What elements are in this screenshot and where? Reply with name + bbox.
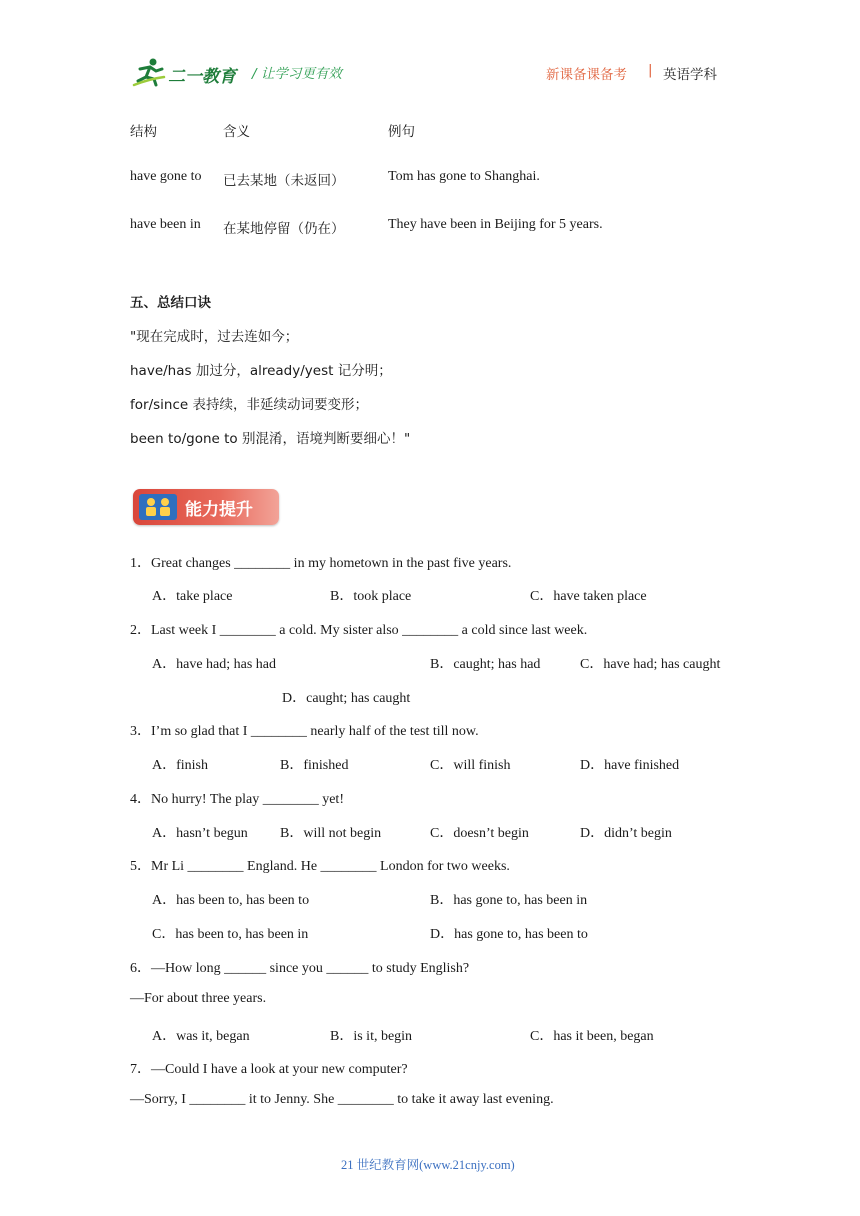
question-5-option-c: C．has been to, has been in bbox=[152, 927, 309, 942]
question-6-option-c: C．has it been, began bbox=[530, 1029, 654, 1044]
question-2-option-b: B．caught; has had bbox=[430, 657, 541, 672]
footer-link[interactable]: 21 世纪教育网(www.21cnjy.com) bbox=[341, 1158, 515, 1172]
table-header-example: 例句 bbox=[388, 124, 415, 140]
table-row-1-meaning: 已去某地（未返回） bbox=[223, 173, 345, 189]
question-6-option-b: B．is it, begin bbox=[330, 1029, 413, 1044]
question-3-option-b: B．finished bbox=[280, 758, 349, 773]
header-separator: | bbox=[648, 62, 653, 78]
question-1-option-c: C．have taken place bbox=[530, 589, 647, 604]
summary-line-2: have/has 加过分，already/yest 记分明； bbox=[130, 363, 392, 379]
question-6-reply: —For about three years. bbox=[130, 991, 267, 1006]
question-3-option-d: D．have finished bbox=[580, 758, 680, 773]
ability-badge bbox=[133, 489, 279, 525]
question-4-option-b: B．will not begin bbox=[280, 826, 382, 841]
question-2-stem: 2．Last week I ________ a cold. My sister also ________ a cold since last week. bbox=[130, 623, 588, 638]
badge-label: 能力提升 bbox=[185, 500, 253, 520]
header-subject-label: 英语学科 bbox=[663, 67, 717, 83]
question-7-stem: 7．—Could I have a look at your new computer? bbox=[130, 1062, 408, 1077]
table-row-2-meaning: 在某地停留（仍在） bbox=[223, 221, 345, 237]
question-3-stem: 3．I’m so glad that I ________ nearly half of the test till now. bbox=[130, 724, 479, 739]
question-5-option-d: D．has gone to, has been to bbox=[430, 927, 588, 942]
question-3-option-a: A．finish bbox=[152, 758, 208, 773]
header-course-label: 新课备课备考 bbox=[546, 67, 627, 83]
summary-line-3: for/since 表持续，非延续动词要变形； bbox=[130, 397, 368, 413]
question-2-option-c: C．have had; has caught bbox=[580, 657, 721, 672]
question-2-option-d: D．caught; has caught bbox=[282, 691, 411, 706]
table-header-meaning: 含义 bbox=[223, 124, 250, 140]
table-row-1-structure: have gone to bbox=[130, 169, 202, 184]
question-4-option-c: C．doesn’t begin bbox=[430, 826, 529, 841]
table-row-1-example: Tom has gone to Shanghai. bbox=[388, 169, 540, 184]
question-4-option-a: A．hasn’t begun bbox=[152, 826, 248, 841]
logo-text: 二一教育 bbox=[168, 67, 236, 87]
summary-line-4: been to/gone to 别混淆，语境判断要细心！" bbox=[130, 431, 411, 447]
question-3-option-c: C．will finish bbox=[430, 758, 511, 773]
question-7-reply: —Sorry, I ________ it to Jenny. She ________ to take it away last evening. bbox=[130, 1092, 554, 1107]
summary-title: 五、总结口诀 bbox=[130, 295, 211, 311]
table-row-2-structure: have been in bbox=[130, 217, 201, 232]
header-slogan: / 让学习更有效 bbox=[252, 66, 342, 82]
question-1-stem: 1．Great changes ________ in my hometown in the past five years. bbox=[130, 556, 512, 571]
people-board-icon bbox=[139, 494, 177, 520]
header bbox=[0, 0, 860, 100]
summary-line-1: "现在完成时，过去连如今； bbox=[130, 329, 299, 345]
table-row-2-example: They have been in Beijing for 5 years. bbox=[388, 217, 603, 232]
question-1-option-b: B．took place bbox=[330, 589, 412, 604]
question-4-stem: 4．No hurry! The play ________ yet! bbox=[130, 792, 344, 807]
question-6-stem: 6．—How long ______ since you ______ to study English? bbox=[130, 961, 470, 976]
question-5-option-b: B．has gone to, has been in bbox=[430, 893, 588, 908]
question-5-stem: 5．Mr Li ________ England. He ________ London for two weeks. bbox=[130, 859, 510, 874]
table-header-structure: 结构 bbox=[130, 124, 157, 140]
question-4-option-d: D．didn’t begin bbox=[580, 826, 672, 841]
question-5-option-a: A．has been to, has been to bbox=[152, 893, 310, 908]
question-1-option-a: A．take place bbox=[152, 589, 233, 604]
question-2-option-a: A．have had; has had bbox=[152, 657, 277, 672]
question-6-option-a: A．was it, began bbox=[152, 1029, 250, 1044]
logo-runner-icon bbox=[132, 57, 166, 87]
